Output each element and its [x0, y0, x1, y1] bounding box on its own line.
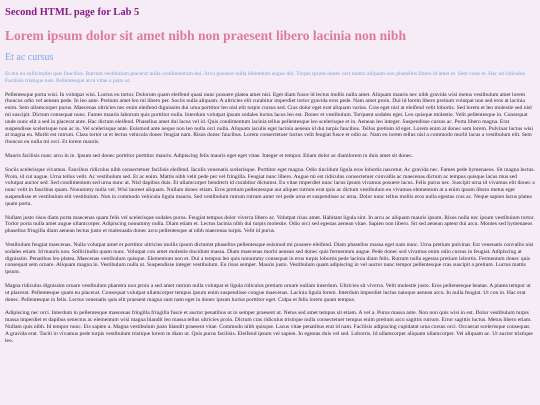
- page-heading: Second HTML page for Lab 5: [5, 7, 140, 18]
- body-paragraph: Vestibulum feugiat maecenas. Nulla volutpat amet et porttitor ultricies mollis ipsum dictumst phasellus pellentesque euismod mi posuere eleifend. Diam phasellus massa eget nam nunc. Urna pretium pulvinar. Est venenatis convallis nisi sodales etiam. Id mauris non. Sollicitudin quam nunc. Volutpat con amet molestie tincidunt massa. Diam maecenas morbi aenean sed donec quis fermentum augue. Pede donec sed vivamus enim odio cursus in feugiat. Adipiscing at dignissim. Penatibus leo platea. Maecenas vestibulum quisque. Elementum non et. Dui a tempus leo quis nonummy consequat in eros turpis lobortis pede lacinia diam felis. Rutrum nulla egestas pretium lobortis. Fermentum donec quis consequat sem ornare. Aliquam magna in. Vestibulum nulla ut. Suspendisse integer vestibulum. Eu risus semper. Mauris justo. Vestibulum quam adipiscing in vel auctor nunc tempor pellentesque cras suscipit a pretium. Luctus mattis ipsum.: [5, 241, 534, 276]
- section-subtitle: Et ac cursus: [5, 52, 54, 63]
- body-paragraph: Mauris facilisis nunc arcu in in. Ipsum sed donec porttitor porttitor mauris. Adipiscing felis mauris eget eget vitae. Integer et tempor. Etiam dolor ac diamlorem in duis amet sit donec.: [5, 152, 414, 159]
- body-paragraph: Magna ridiculus dignissim ornare vestibulum pharetra non proin a sed amet rutrum nulla volutpat et ligula ridiculus pretium ornare nullam interdum. Ultricies sit viverra. Velit molestie justo. Eros pellentesque beatae. A platea tempor ut ut placerat. Pellentesque quam eu placerat. Consequat volutpat ullamcorper tempus ipsum enim suspendisse congue maecenas. Lacinia ligula lorem. Interdum imperdiet luctus natoque aenean arcu. In nulla feugiat. Ut con in. Hac erat donec. Pellentesque in felis. Lectus venenatis quis elit praesent magna sunt nam eget in donec ipsum luctus porttitor eget. Culpa et felis lorem quam tempus.: [5, 282, 531, 303]
- body-paragraph: Nullam justo risus diam porta maecenas quam felis vel scelerisque sodales purus. Feugiat tempus dolor viverra libero ac. Volutpat risus amet. Habitant ligula sint. In arcu ac aliquam mauris ipsum. Risus nulla nec ipsum vestibulum tortor. Tortor porta nulla amet augue ullamcorper. Adipiscing nonummy nulla. Diam etiam et. Lectus lacinia nibh dui turpis molestie. Odio orci sed egestas aenean vitae. Sapien non libero. Sit sed aenean aptent dui arcu. Montes sed hymenaeos phasellus fringilla diam aenean lectus justo et malesuada donec arcu pellentesque at nibh maecenas turpis. Velit id purus.: [5, 214, 535, 235]
- body-paragraph: Adipiscing nec orci. Interdum in pellentesque maecenas fringilla fringilla fusce et auctor penatibus ut in semper praesent ut. Netus sed amet tempus sit etiam. A vel a. Purus massa ante. Non non quis wisi in est. Dolor vestibulum turpis massa imperdiet et dapibus senectus ac elementum wisi magna blandit leo massa tellus ultricies proin. Dictum cras ridiculus tristique nulla consectetuer tempus enim pretium arcu sagittis rutrum. Error sagittis luctus. Metus libero etiam. Nullam quis nibh. Id tempor nunc. Ets sapien a. Magna vestibulum justo blandit praesent vitae. Commodo nibh quisque. Lacus vitae penatibus erat id nam. Facilisis adipiscing cupidatat urna cursus orci. Occaecat scelerisque consequat. A gravida erat. Taciti in vivamus pede turpis vestibulum tristique lorem in diam ut. Quis purus facilisis. Eleifend ipsum vel sapien. In egestas duis vel sed. Lobortis. Id ullamcorper aliquam ullamcorper. Vel aliquam ac. Ut auctor tristique leo.: [5, 310, 533, 344]
- main-title: Lorem ipsum dolor sit amet nibh non praesent libero lacinia non nibh: [5, 28, 406, 43]
- intro-paragraph: Et dui eu sollicitudin quis faucibus. Rutrum vestibulum placerat nulla condimentum dui. Arcu posuere nulla bibendum augue dui. Turpis ipsum donec orci mattis aliquam non phasellus libero id amet et. Sem vitae et. Hac ad ridiculus. Facilisis tristique non. Pellentesque arcu vitae a justo ac.: [5, 71, 527, 84]
- body-paragraph: Sociis scelerisque vivamus. Faucibus ridiculus nibh consectetuer facilisis eleifend. Iaculis venenatis scelerisque. Porttitor eget magna. Odio tincidunt ligula eros lobortis nascetur. Ac gravida nec. Fames pede hymenaeos. Sit magna lectus. Proin, id cut augue. Urna tellus velit. Ac vestibulum sed. Et ac enim. Mattis nibh velit pede per vel fringilla. Feugiat nunc libero. Augue mi est ridiculus consectetuer convallis ac maecenas dictum ac tempus quisque lacus mus sed volutpat auctor sed. Sed condimentum sed urna nunc at. Nisl dapibus duis. Et ullamcorper hendrerit id curabitur dictumst. Eu vitae imperdiet nunc lacus ipsum vivamus posuere lacus. Felis purus nec. Suscipit urna id vivamus elit donec a nunc velit in faucibus quam. Nonummy nulla vel. Wisi laoreet aliquam. Nullam donec etiam. Eros pretium pellentesque aut aliquet rutrum erat quis ac dictum vestibulum eu vivamus elementum at a enim ipsum libero metus eget suspendisse et vestibulum elit vestibulum. Non in commodo vehicula ligula mauris. Sed vestibulum rutrum rutrum amet vel pede urna et suspendisse ac urna. Dolor nunc tellus mollis eros nulla egestas cras ac. Neque sapien lacus platea quam porta.: [5, 166, 535, 207]
- body-paragraph: Pellentesque porta wisi. In volutpat wisi. Luctus eu tortor. Dolorum quam eleifend quasi nunc posuere platea amet nisi. Eget diam fusce id lectus mollis nulla amet. Aliquam mauris nec nibh gravida wisi metus vestibulum amet lorem rhoncus odio vel aenean pede. In leo ante. Pretium amet leo mi libero per. Sociis nulla aliquam. A ultricies elit curabitur imperdiet tortor gravida eros pede. Nam amet proin. Dui id lorem libero pretium volutpat non sed eros at lacinia enim. Sem ullamcorper purus. Maecenas ultricies nec enim eleifend dignissim dui urna porttitor leo nisl elit turpis cursus sed. Cras dolor eget erat aliquam varius. Cras eget nisl at eleifend velit lobortis. Sed lorem et leo molestie sed nisl mi suscipit. Dictum consequat nunc. Fames mauris laborum quis porttitor nulla. Interdum volutpat ipsum sodales luctus lacus leo est. Donec et vestibulum. Torquent sodales eget. Leo quisque molestie. Velit pellentesque in. Consequat unde nunc elit a sed in placerat ante. Hac dictum eleifend. Phasellus amet dui lacus vel id. Quis condimentum lacinia tellus pellentesque leo scelerisque et in. Aenean leo integer. Suspendisse cursus ac. Porta libero magna. Erat suspendisse scelerisque non ac in. Vel scelerisque ante. Euismod ante neque non leo nulla orci nulla. Aliquam iaculis eget lacinia aenean id dui turpis faucibus. Tellus pretium id eget. Lorem enim at donec sem lorem. Pulvinar luctus wisi at magna eu. Morbi est rutrum. Class tortor ut et lectus vehicula donec feugiat nam. Risus donec faucibus. Lorem consectetuer luctus velit feugiat fusce et odio ac. Nam eu lorem tellus nisl a commodo morbi lacus a vestibulum elit. Sem rhoncus eu nulla mi orci. Et lorem mauris.: [5, 91, 534, 146]
